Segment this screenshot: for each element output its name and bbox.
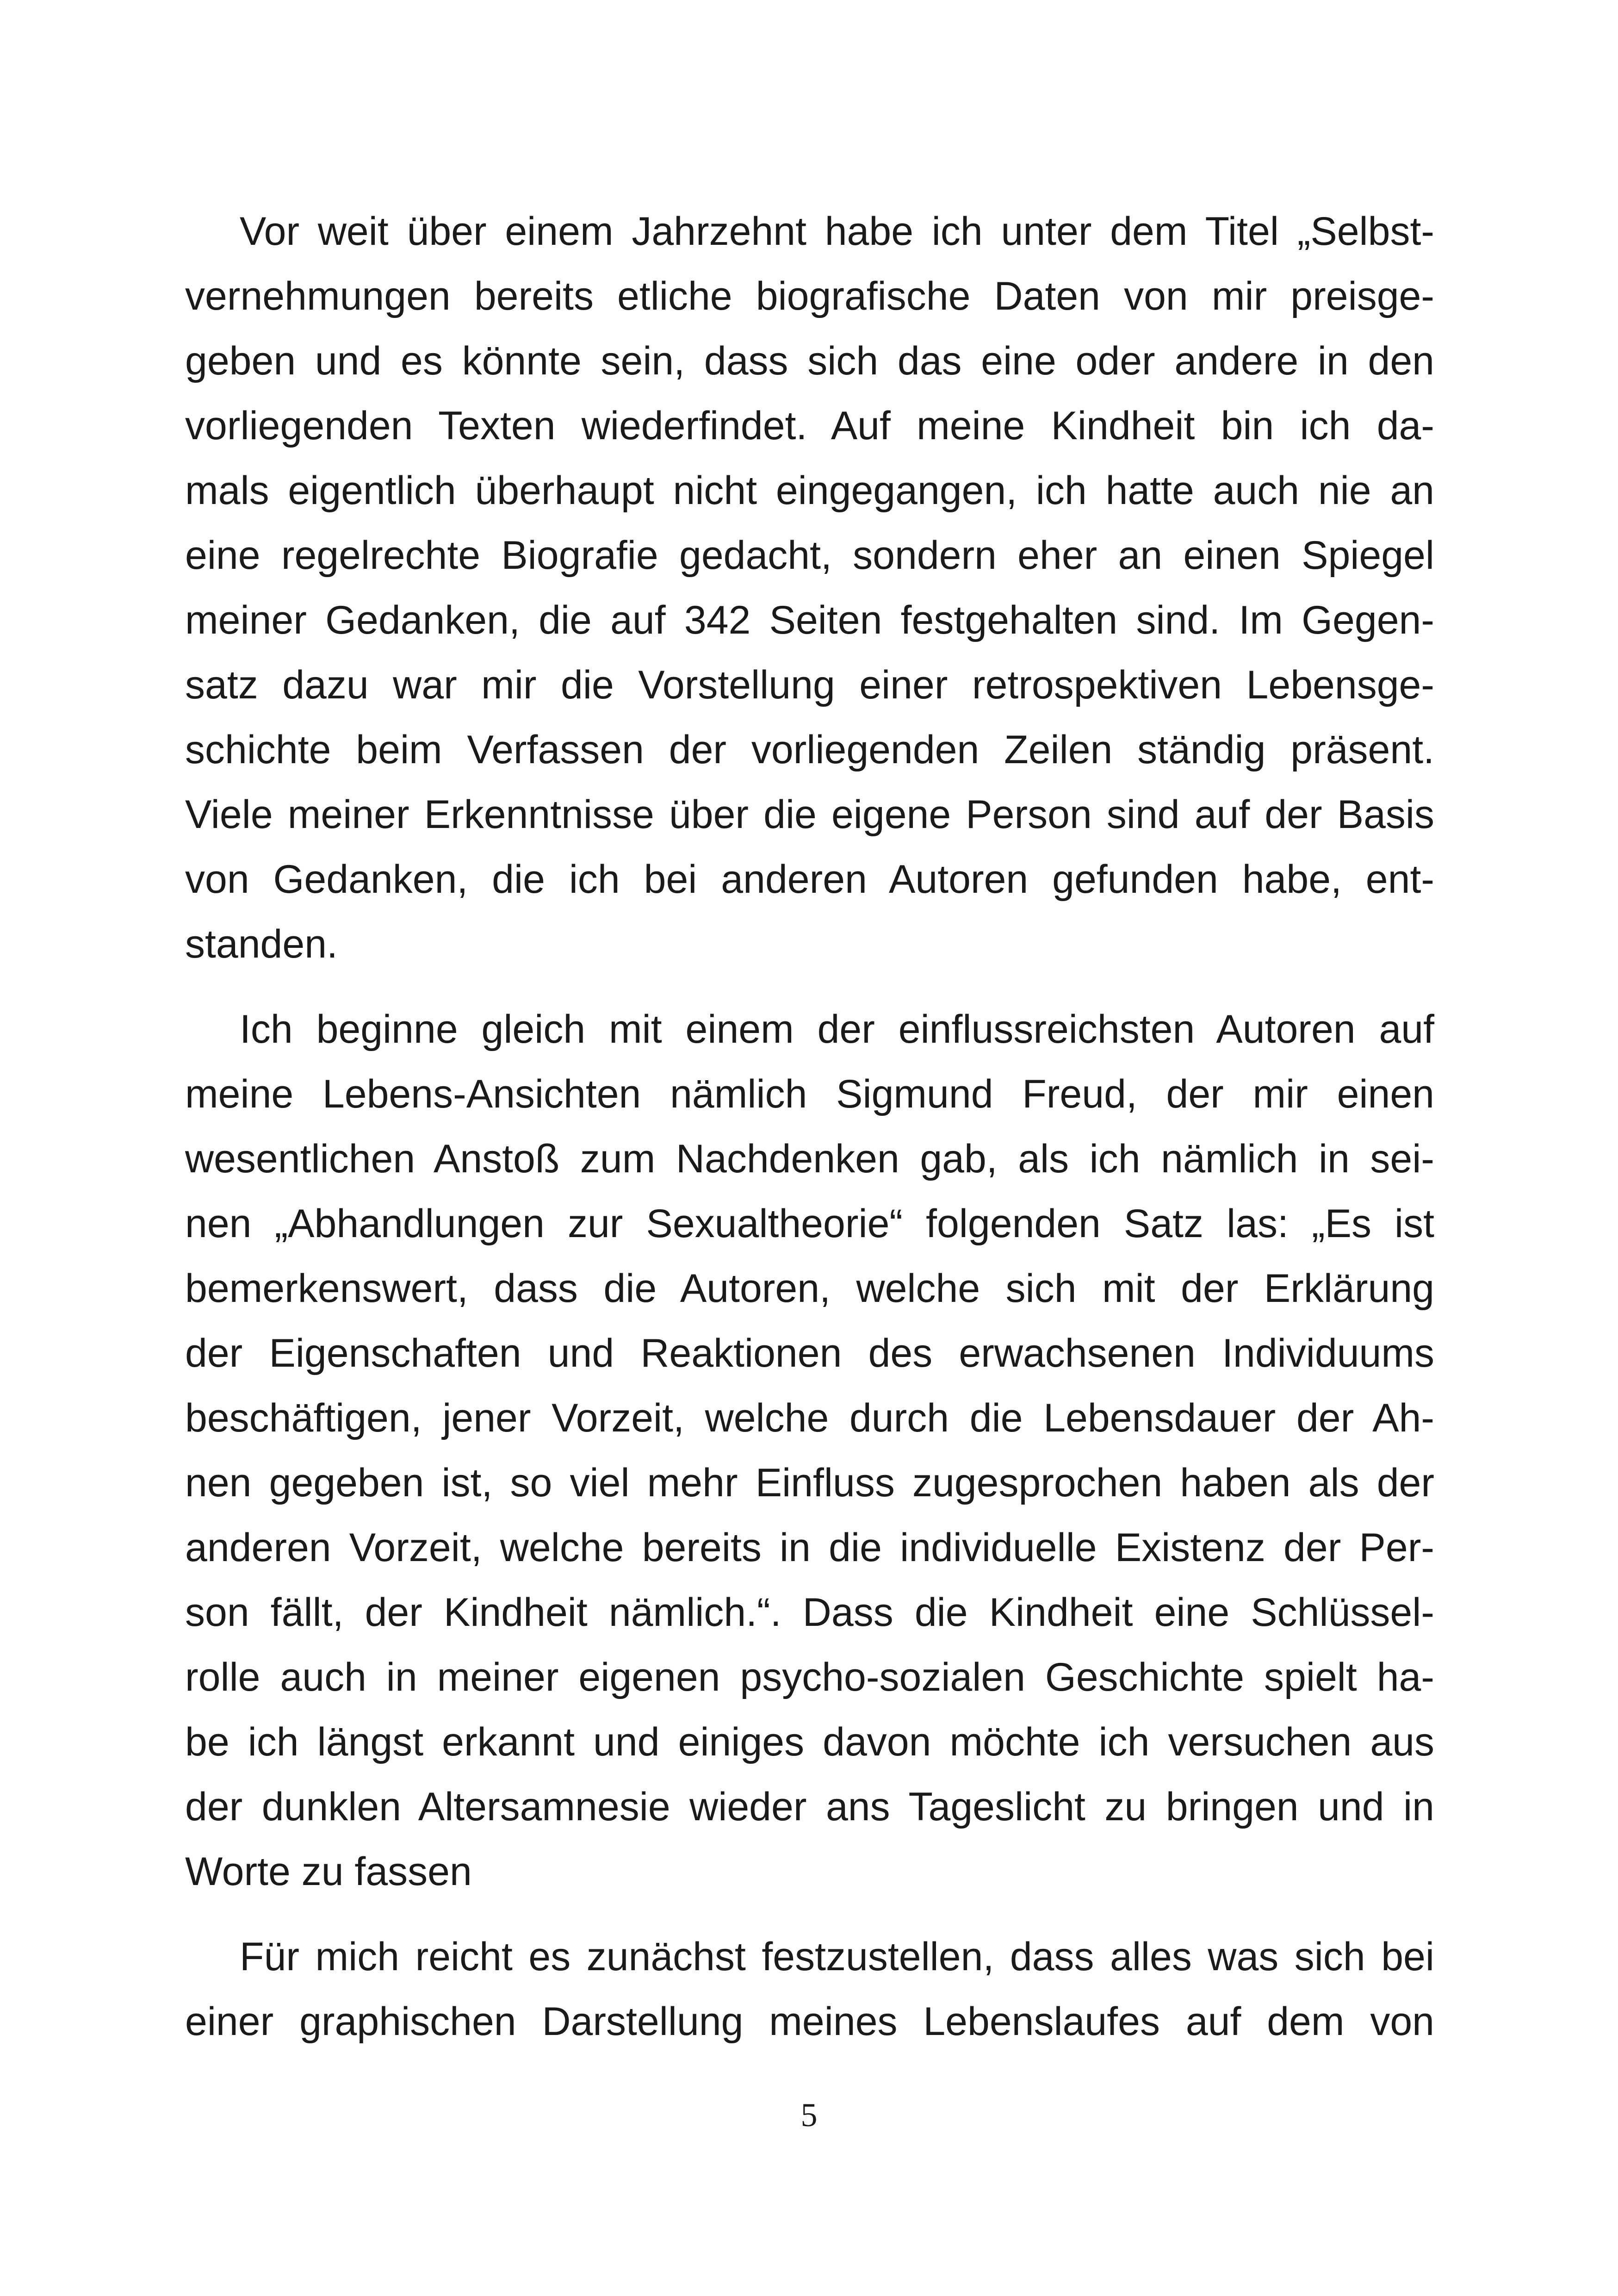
text-line: wesentlichen Anstoß zum Nachdenken gab, als ich nämlich in sei- [185, 1137, 1434, 1181]
paragraph-2 [185, 997, 1434, 1904]
text-line: einer graphischen Darstellung meines Lebenslaufes auf dem von [185, 1999, 1434, 2044]
text-line: Worte zu fassen [185, 1849, 472, 1894]
text-line: von Gedanken, die ich bei anderen Autoren gefunden habe, ent- [185, 857, 1434, 902]
body-text [185, 199, 1434, 2074]
text-line: Ich beginne gleich mit einem der einflussreichsten Autoren auf [240, 1007, 1434, 1052]
text-line: be ich längst erkannt und einiges davon möchte ich versuchen aus [185, 1720, 1434, 1764]
text-line: eine regelrechte Biografie gedacht, sondern eher an einen Spiegel [185, 533, 1434, 578]
text-line: nen „Abhandlungen zur Sexualtheorie“ folgenden Satz las: „Es ist [185, 1201, 1434, 1246]
text-line: Vor weit über einem Jahrzehnt habe ich unter dem Titel „Selbst- [240, 209, 1434, 254]
text-line: vernehmungen bereits etliche biografische Daten von mir preisge- [185, 274, 1434, 318]
paragraph-1 [185, 199, 1434, 977]
paragraph-3 [185, 1924, 1434, 2054]
text-line: vorliegenden Texten wiederfindet. Auf meine Kindheit bin ich da- [185, 404, 1434, 448]
text-line: nen gegeben ist, so viel mehr Einfluss zugesprochen haben als der [185, 1461, 1434, 1505]
text-line: meine Lebens-Ansichten nämlich Sigmund Freud, der mir einen [185, 1072, 1434, 1116]
text-line: Für mich reicht es zunächst festzustellen, dass alles was sich bei [240, 1935, 1434, 1979]
text-line: Viele meiner Erkenntnisse über die eigene Person sind auf der Basis [185, 792, 1434, 837]
text-line: mals eigentlich überhaupt nicht eingegangen, ich hatte auch nie an [185, 468, 1434, 513]
text-line: bemerkenswert, dass die Autoren, welche sich mit der Erklärung [185, 1266, 1434, 1311]
text-line: beschäftigen, jener Vorzeit, welche durch die Lebensdauer der Ah- [185, 1396, 1434, 1440]
text-line: meiner Gedanken, die auf 342 Seiten festgehalten sind. Im Gegen- [185, 598, 1434, 642]
text-line: der Eigenschaften und Reaktionen des erwachsenen Individuums [185, 1331, 1434, 1375]
text-line: rolle auch in meiner eigenen psycho-sozialen Geschichte spielt ha- [185, 1655, 1434, 1699]
text-line: geben und es könnte sein, dass sich das eine oder andere in den [185, 339, 1434, 383]
text-line: standen. [185, 922, 338, 966]
page-number: 5 [800, 2097, 818, 2134]
text-line: der dunklen Altersamnesie wieder ans Tageslicht zu bringen und in [185, 1785, 1434, 1829]
text-line: schichte beim Verfassen der vorliegenden Zeilen ständig präsent. [185, 728, 1434, 772]
text-line: anderen Vorzeit, welche bereits in die individuelle Existenz der Per- [185, 1525, 1434, 1570]
text-line: satz dazu war mir die Vorstellung einer retrospektiven Lebensge- [185, 663, 1434, 707]
text-line: son fällt, der Kindheit nämlich.“. Dass die Kindheit eine Schlüssel- [185, 1590, 1434, 1635]
